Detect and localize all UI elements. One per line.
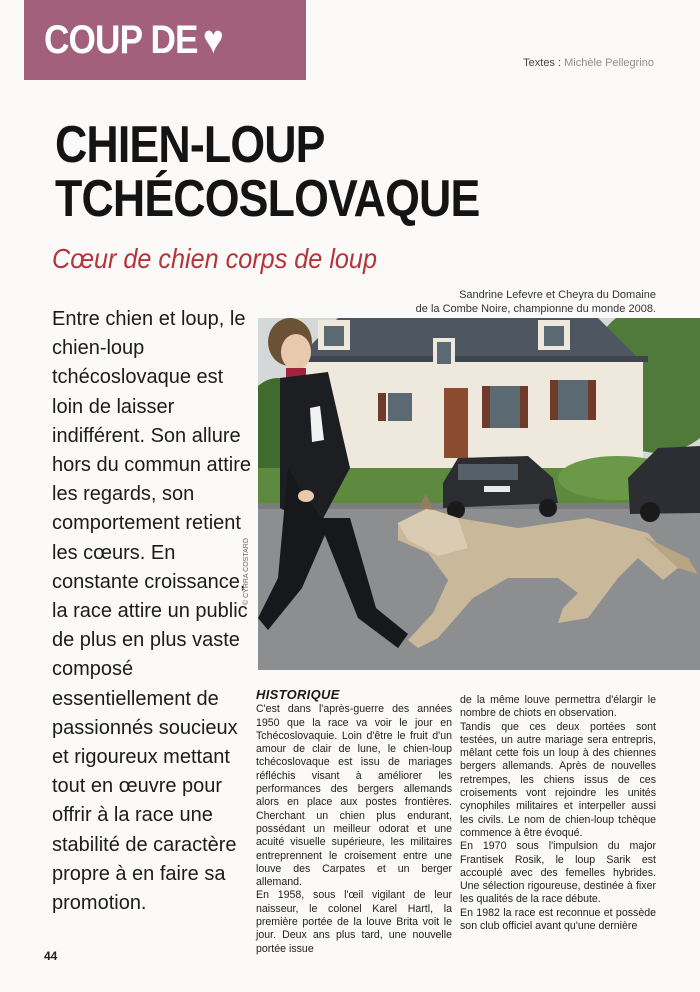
text-credit (523, 57, 654, 69)
banner-label: COUP DE ♥ (44, 17, 223, 62)
article-subtitle: Cœur de chien corps de loup (52, 243, 377, 274)
paragraph: C'est dans l'après-guerre des années 1950 que la race va voir le jour en Tchécoslovaquie. Loin d'être le fruit d'un amour de clair de lune, le chien-loup tchécoslovaque est issu de mariages réfléchis visant à améliorer les performances des bergers allemands alors en place aux postes frontières. Cherchant un chien plus endurant, possédant un meilleur odorat et une acuité visuelle supérieure, les militaires entreprennent le croisement entre une louve des Carpates et un berger allemand. (256, 703, 452, 889)
title-line-1: CHIEN-LOUP (55, 116, 325, 174)
article-photo (258, 318, 700, 670)
photo-illustration (258, 318, 700, 670)
caption-line-2: de la Combe Noire, championne du monde 2008. (415, 303, 656, 315)
lead-paragraph: Entre chien et loup, le chien-loup tchécoslovaque est loin de laisser indifférent. Son allure hors du commun attire les regards, son comportement retient les cœurs. En constante croissance, la race attire un public de plus en plus vaste composé essentiellement de passionnés soucieux et rigoureux mettant tout en œuvre pour offrir à la race une stabilité de caractère propre à en faire sa promotion. (52, 308, 251, 915)
paragraph: Tandis que ces deux portées sont testées, un autre mariage sera entrepris, mêlant cette fois un loup à des chiennes bergers allemands. Après de nouvelles retrempes, les chiens issus de ces croisements vont rejoindre les unités cynophiles militaires et interpeller aussi les civils. Le nom de chien-loup tchèque commence à être évoqué. (460, 720, 656, 839)
title-line-2: TCHÉCOSLOVAQUE (55, 170, 480, 228)
article-title (55, 118, 588, 226)
heart-icon: ♥ (202, 17, 223, 62)
photo-caption (326, 288, 656, 316)
paragraph: En 1970 sous l'impulsion du major Frantisek Rosik, le loup Sarik est accouplé avec des femelles hybrides. Une sélection rigoureuse, destinée à fixer les qualités de la race débute. (460, 840, 656, 906)
section-banner (24, 0, 306, 80)
credit-author: Michèle Pellegrino (564, 57, 654, 69)
section-heading: HISTORIQUE (256, 687, 340, 702)
paragraph: de la même louve permettra d'élargir le nombre de chiots en observation. (460, 694, 656, 720)
photo-credit: © CYRRA COSTARD (243, 538, 250, 605)
article-column-1 (256, 688, 452, 956)
paragraph: En 1982 la race est reconnue et possède son club officiel avant qu'une dernière (460, 906, 656, 933)
caption-line-1: Sandrine Lefevre et Cheyra du Domaine (459, 289, 656, 301)
paragraph: En 1958, sous l'œil vigilant de leur naisseur, le colonel Karel Hartl, la première portée de la louve Brita voit le jour. Deux ans plus tard, une nouvelle portée issue (256, 889, 452, 955)
article-column-2 (460, 694, 656, 933)
page-number: 44 (44, 949, 58, 963)
credit-prefix: Textes : (523, 57, 562, 69)
